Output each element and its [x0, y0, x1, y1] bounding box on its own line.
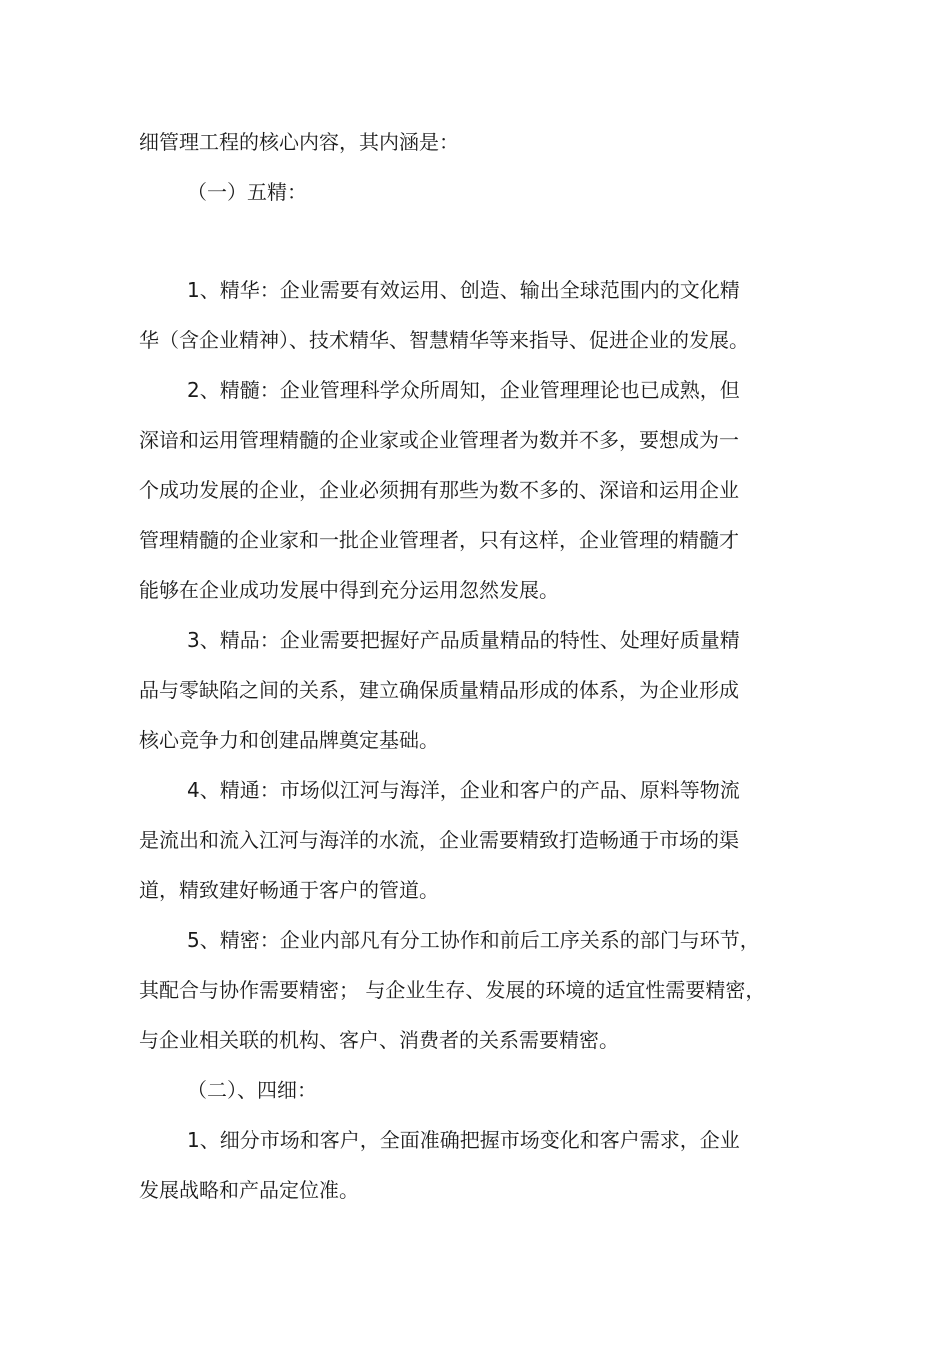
paragraph-line: 是流出和流入江河与海洋的水流，企业需要精致打造畅通于市场的渠: [139, 828, 739, 852]
paragraph-line: 核心竞争力和创建品牌奠定基础。: [139, 728, 439, 752]
paragraph-line: 道，精致建好畅通于客户的管道。: [139, 878, 439, 902]
item-2-jingsui-line: 2、精髓：企业管理科学众所周知，企业管理理论也已成熟，但: [187, 378, 740, 402]
paragraph-line: 细管理工程的核心内容，其内涵是：: [139, 130, 459, 154]
paragraph-line: 其配合与协作需要精密； 与企业生存、发展的环境的适宜性需要精密，: [139, 978, 766, 1002]
item-1-jinghua-line: 1、精华：企业需要有效运用、创造、输出全球范围内的文化精: [187, 278, 740, 302]
paragraph-line: 管理精髓的企业家和一批企业管理者，只有这样，企业管理的精髓才: [139, 528, 739, 552]
item-1-xifen-line: 1、细分市场和客户，全面准确把握市场变化和客户需求，企业: [187, 1128, 740, 1152]
paragraph-line: 华（含企业精神）、技术精华、智慧精华等来指导、促进企业的发展。: [139, 328, 749, 352]
paragraph-line: 品与零缺陷之间的关系，建立确保质量精品形成的体系，为企业形成: [139, 678, 739, 702]
item-3-jingpin-line: 3、精品：企业需要把握好产品质量精品的特性、处理好质量精: [187, 628, 740, 652]
paragraph-line: 发展战略和产品定位准。: [139, 1178, 359, 1202]
paragraph-line: 深谙和运用管理精髓的企业家或企业管理者为数并不多，要想成为一: [139, 428, 739, 452]
item-5-jingmi-line: 5、精密：企业内部凡有分工协作和前后工序关系的部门与环节，: [187, 928, 760, 952]
paragraph-line: 能够在企业成功发展中得到充分运用忽然发展。: [139, 578, 559, 602]
item-4-jingtong-line: 4、精通：市场似江河与海洋，企业和客户的产品、原料等物流: [187, 778, 740, 802]
section-heading-sixi: （二）、四细：: [187, 1078, 317, 1102]
section-heading-wujing: （一）五精：: [187, 180, 307, 204]
paragraph-line: 个成功发展的企业，企业必须拥有那些为数不多的、深谙和运用企业: [139, 478, 739, 502]
paragraph-line: 与企业相关联的机构、客户、消费者的关系需要精密。: [139, 1028, 619, 1052]
